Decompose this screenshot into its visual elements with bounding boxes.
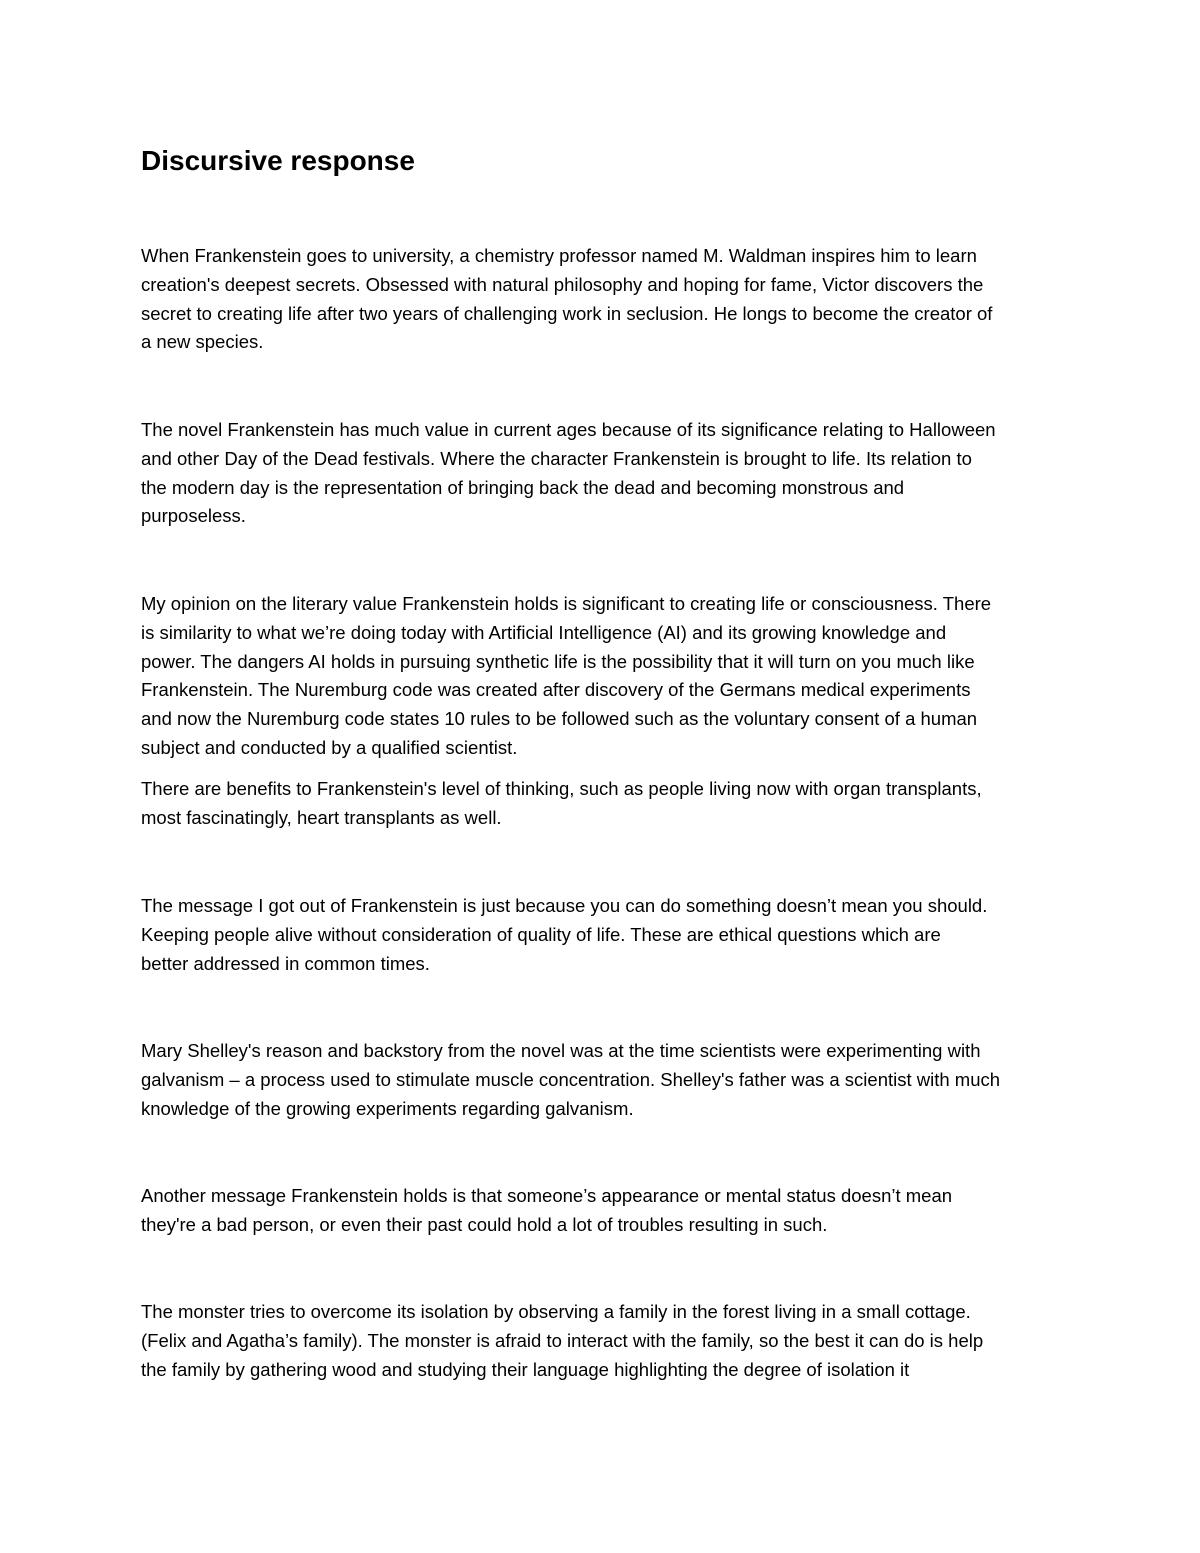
paragraph-shelley-backstory: Mary Shelley's reason and backstory from the novel was at the time scientists were experimenting with galvanism – a process used to stimulate muscle concentration. Shelley's father was a scientist with much knowledge of the growing experiments regarding galvanism. [141, 1040, 1001, 1119]
paragraph-message: The message I got out of Frankenstein is just because you can do something doesn’t mean you should. Keeping people alive without consideration of quality of life. These are ethical questions which are better addressed in common times. [141, 895, 988, 974]
paragraph-waldman: When Frankenstein goes to university, a chemistry professor named M. Waldman inspires him to learn creation's deepest secrets. Obsessed with natural philosophy and hoping for fame, Victor discovers the secret to creating life after two years of challenging work in seclusion. He longs to become the creator of a new species. [141, 245, 993, 353]
paragraph-opinion-ai: My opinion on the literary value Frankenstein holds is significant to creating life or consciousness. There is similarity to what we’re doing today with Artificial Intelligence (AI) and its growing knowledge and power. The dangers AI holds in pursuing synthetic life is the possibility that it will turn on you much like Frankenstein. The Nuremburg code was created after discovery of the Germans medical experiments and now the Nuremburg code states 10 rules to be followed such as the voluntary consent of a human subject and conducted by a qualified scientist. [141, 593, 992, 758]
paragraph-novel-value: The novel Frankenstein has much value in current ages because of its significance relating to Halloween and other Day of the Dead festivals. Where the character Frankenstein is brought to life. Its relation to the modern day is the representation of bringing back the dead and becoming monstrous and purposeless. [141, 419, 996, 527]
paragraph-benefits: There are benefits to Frankenstein's level of thinking, such as people living now with organ transplants, most fascinatingly, heart transplants as well. [141, 778, 982, 828]
document-title: Discursive response [141, 145, 415, 176]
paragraph-appearance: Another message Frankenstein holds is that someone’s appearance or mental status doesn’t mean they're a bad person, or even their past could hold a lot of troubles resulting in such. [141, 1185, 953, 1235]
paragraph-monster-isolation: The monster tries to overcome its isolation by observing a family in the forest living in a small cottage. (Felix and Agatha’s family). The monster is afraid to interact with the family, so the best it can do is help the family by gathering wood and studying their language highlighting the degree of isolation it [141, 1301, 984, 1380]
